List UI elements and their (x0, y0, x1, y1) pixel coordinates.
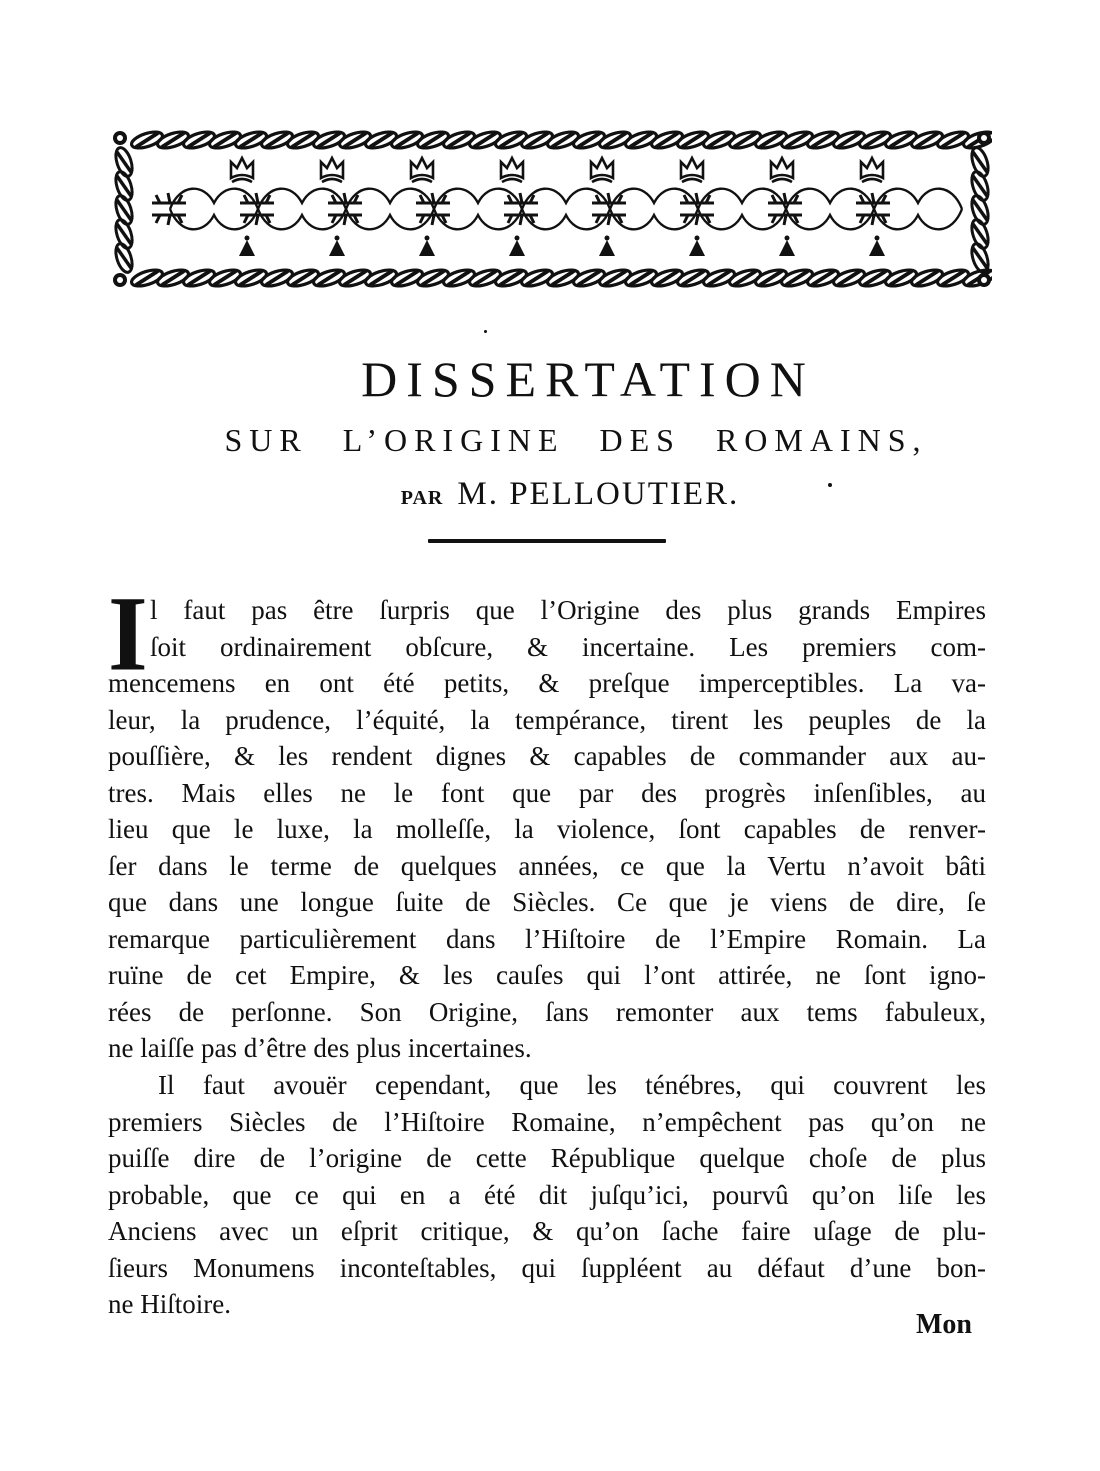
bell-icon (779, 240, 795, 256)
crown-band (592, 179, 612, 182)
bell-icon (239, 240, 255, 256)
text-line: ſieurs Monumens inconteſtables, qui ſuppléent au défaut d’une bon- (108, 1252, 986, 1283)
text-line: Il faut avouër cependant, que les ténébres, qui couvrent les (158, 1070, 986, 1100)
author-name: M. PELLOUTIER. (457, 476, 740, 512)
text-line: rées de perſonne. Son Origine, ſans remonter aux tems fabuleux, (108, 996, 986, 1027)
crown-band (862, 179, 882, 182)
paragraph-2 (108, 1067, 986, 1323)
scroll-lower (874, 209, 962, 229)
text-line: l faut pas être ſurpris que l’Origine des plus grands Empires (150, 595, 986, 625)
title-rule-divider (428, 539, 666, 543)
text-line: ſer dans le terme de quelques années, ce que la Vertu n’avoit bâti (108, 850, 986, 881)
text-line: tres. Mais elles ne le font que par des progrès inſenſibles, au (108, 777, 986, 808)
title-subtitle: SUR L’ORIGINE DES ROMAINS, (224, 422, 928, 458)
title-main: DISSERTATION (361, 351, 815, 407)
text-line: pouſſière, & les rendent dignes & capables de commander aux au- (108, 741, 986, 771)
text-line: que dans une longue ſuite de Siècles. Ce que je viens de dire, ſe (108, 887, 986, 917)
bell-finial (605, 236, 610, 241)
text-line: ne Hiſtoire. (108, 1289, 231, 1319)
text-line: mencemens en ont été petits, & preſque imperceptibles. La va- (108, 668, 986, 698)
head-piece-ornament (112, 128, 992, 290)
leaf-sprig (328, 193, 362, 203)
bell-finial (695, 236, 700, 241)
bell-finial (425, 236, 430, 241)
paragraph-1-lines (108, 575, 986, 1067)
leaf-sprig (592, 215, 626, 225)
bell-finial (785, 236, 790, 241)
paragraph-2-lines (108, 1067, 986, 1323)
leaf-sprig (240, 215, 274, 225)
leaf-sprig (680, 215, 714, 225)
crown-icon (591, 158, 613, 178)
text-line: lieu que le luxe, la molleſſe, la violence, ſont capables de renver- (108, 814, 986, 844)
leaf-sprig (328, 215, 362, 225)
corner-knot-eye (117, 277, 123, 283)
text-line: premiers Siècles de l’Hiſtoire Romaine, n’empêchent pas qu’on ne (108, 1106, 986, 1137)
crown-icon (411, 158, 433, 178)
print-speck (484, 330, 487, 333)
text-line: probable, que ce qui en a été dit juſqu’ici, pourvû qu’on liſe les (108, 1179, 986, 1210)
leaf-sprig (416, 193, 450, 203)
leaf-sprig (152, 193, 186, 203)
leaf-sprig (240, 193, 274, 203)
bell-icon (869, 240, 885, 256)
text-line: Anciens avec un eſprit critique, & qu’on ſache faire uſage de plu- (108, 1216, 986, 1246)
crown-icon (681, 158, 703, 178)
text-line: ne laiſſe pas d’être des plus incertaines. (108, 1033, 532, 1063)
bell-finial (335, 236, 340, 241)
paragraph-1 (108, 575, 986, 1067)
bell-icon (599, 240, 615, 256)
leaf-sprig (768, 193, 802, 203)
leaf-sprig (504, 193, 538, 203)
crown-icon (501, 158, 523, 178)
print-speck (828, 483, 832, 487)
ornament-svg (112, 128, 992, 290)
crown-icon (771, 158, 793, 178)
scroll-upper (874, 189, 962, 209)
leaf-sprig (504, 215, 538, 225)
crown-band (772, 179, 792, 182)
leaf-sprig (680, 193, 714, 203)
leaf-sprig (856, 193, 890, 203)
leaf-sprig (856, 215, 890, 225)
crown-icon (231, 158, 253, 178)
bell-finial (875, 236, 880, 241)
title-author (0, 476, 1100, 513)
leaf-sprig (768, 215, 802, 225)
text-line: ſoit ordinairement obſcure, & incertaine. Les premiers com- (150, 631, 986, 662)
bell-icon (689, 240, 705, 256)
corner-knot-eye (117, 135, 123, 141)
text-line: puiſſe dire de l’origine de cette République quelque choſe de plus (108, 1143, 986, 1173)
text-line: remarque particulièrement dans l’Hiſtoire de l’Empire Romain. La (108, 923, 986, 954)
catchword: Mon (916, 1309, 972, 1340)
leaf-sprig (416, 215, 450, 225)
crown-band (322, 179, 342, 182)
crown-band (682, 179, 702, 182)
drop-cap: I (108, 575, 148, 694)
author-par: PAR (400, 487, 444, 509)
bell-icon (419, 240, 435, 256)
crown-band (232, 179, 252, 182)
crown-icon (861, 158, 883, 178)
text-line: leur, la prudence, l’équité, la tempérance, tirent les peuples de la (108, 704, 986, 735)
crown-band (502, 179, 522, 182)
crown-band (412, 179, 432, 182)
bell-icon (329, 240, 345, 256)
leaf-sprig (592, 193, 626, 203)
bell-finial (515, 236, 520, 241)
crown-icon (321, 158, 343, 178)
corner-knot-eye (981, 135, 987, 141)
text-line: ruïne de cet Empire, & les cauſes qui l’ont attirée, ne ſont igno- (108, 960, 986, 990)
corner-knot-eye (981, 277, 987, 283)
bell-finial (245, 236, 250, 241)
leaf-sprig (152, 215, 186, 225)
bell-icon (509, 240, 525, 256)
